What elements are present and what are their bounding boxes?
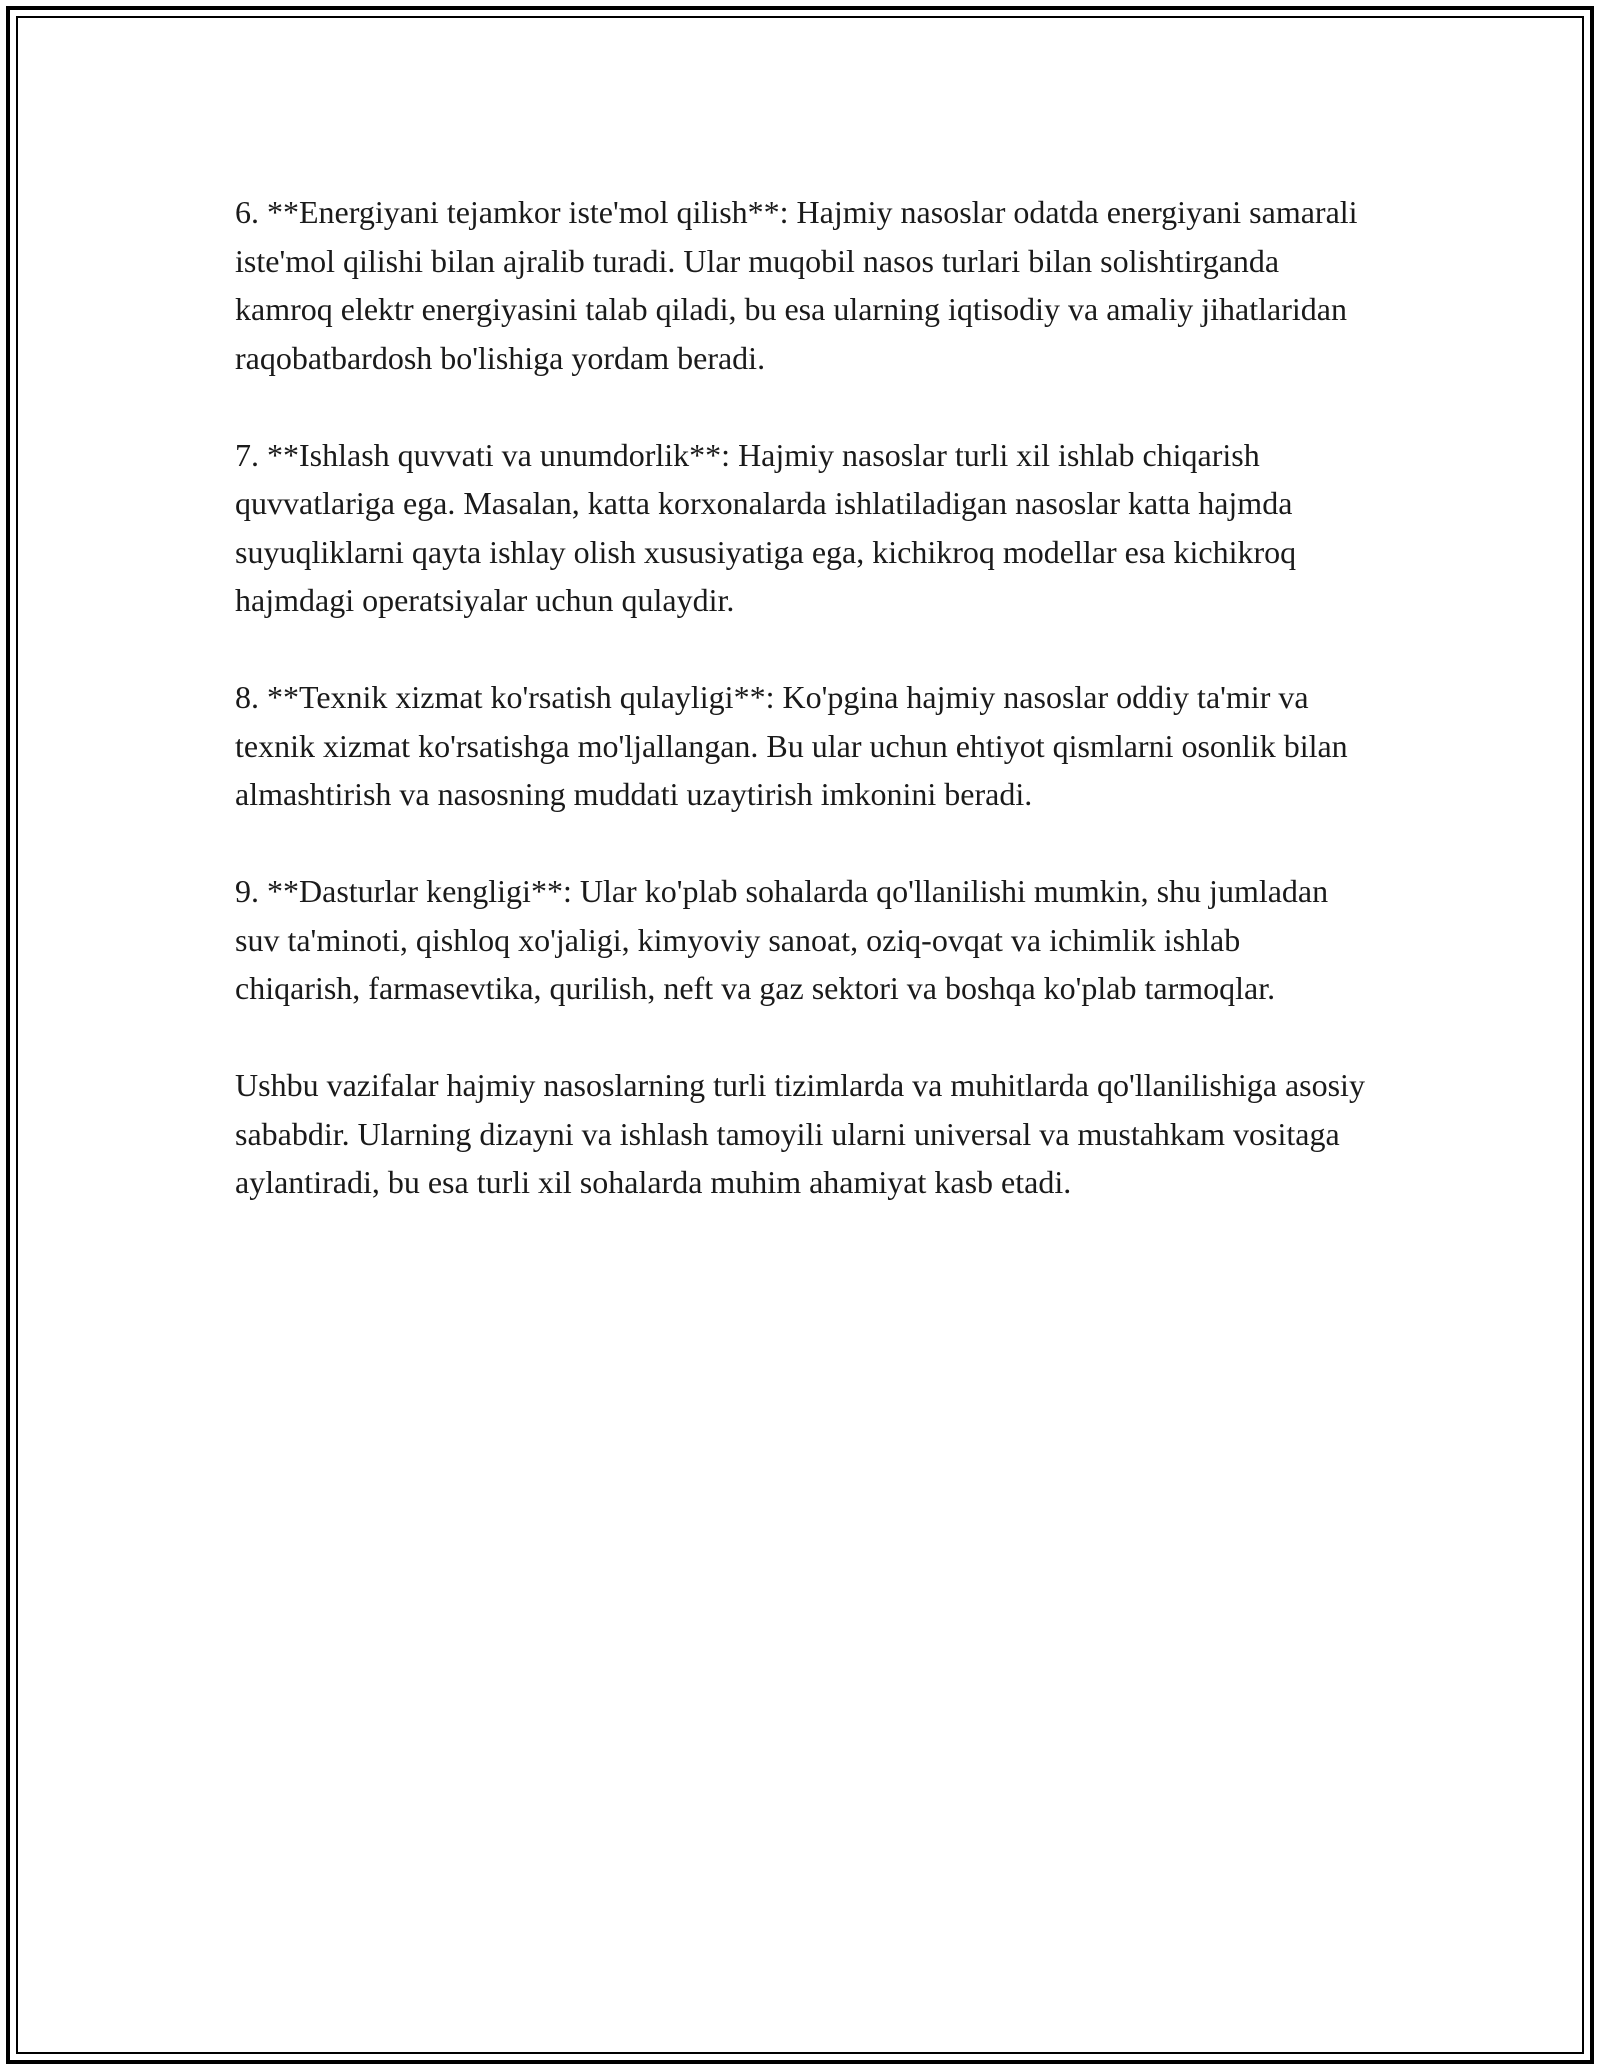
document-body <box>235 188 1365 1255</box>
paragraph-conclusion: Ushbu vazifalar hajmiy nasoslarning turli tizimlarda va muhitlarda qo'llanilishiga asosiy sababdir. Ularning dizayni va ishlash tamoyili ularni universal va mustahkam vositaga aylantiradi, bu esa turli xil sohalarda muhim ahamiyat kasb etadi. <box>235 1067 1365 1200</box>
paragraph-energy-efficiency: 6. **Energiyani tejamkor iste'mol qilish**: Hajmiy nasoslar odatda energiyani samarali iste'mol qilishi bilan ajralib turadi. Ular muqobil nasos turlari bilan solishtirganda kamroq elektr energiyasini talab qiladi, bu esa ularning iqtisodiy va amaliy jihatlaridan raqobatbardosh bo'lishiga yordam beradi. <box>235 194 1358 376</box>
paragraph-maintenance: 8. **Texnik xizmat ko'rsatish qulayligi**: Ko'pgina hajmiy nasoslar oddiy ta'mir va texnik xizmat ko'rsatishga mo'ljallangan. Bu ular uchun ehtiyot qismlarni osonlik bilan almashtirish va nasosning muddati uzaytirish imkonini beradi. <box>235 679 1348 812</box>
paragraph-applications: 9. **Dasturlar kengligi**: Ular ko'plab sohalarda qo'llanilishi mumkin, shu jumladan suv ta'minoti, qishloq xo'jaligi, kimyoviy sanoat, oziq-ovqat va ichimlik ishlab chiqarish, farmasevtika, qurilish, neft va gaz sektori va boshqa ko'plab tarmoqlar. <box>235 873 1329 1006</box>
paragraph-capacity-performance: 7. **Ishlash quvvati va unumdorlik**: Hajmiy nasoslar turli xil ishlab chiqarish quvvatlariga ega. Masalan, katta korxonalarda ishlatiladigan nasoslar katta hajmda suyuqliklarni qayta ishlay olish xususiyatiga ega, kichikroq modellar esa kichikroq hajmdagi operatsiyalar uchun qulaydir. <box>235 436 1297 618</box>
